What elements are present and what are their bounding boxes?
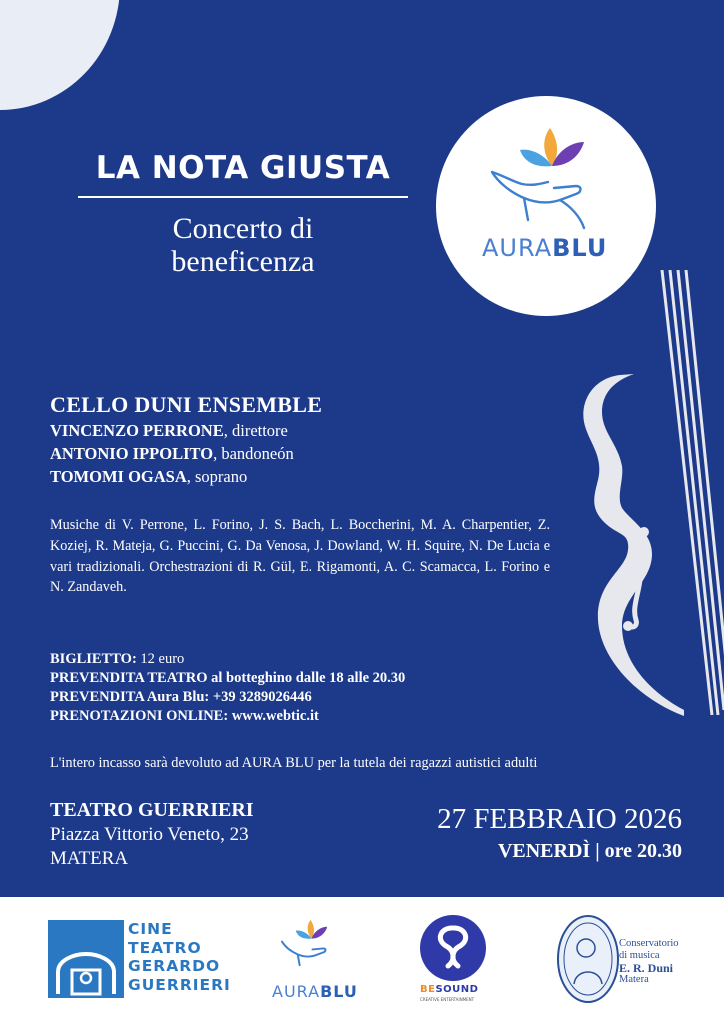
poster-title: LA NOTA GIUSTA <box>95 150 391 186</box>
performer-role: , direttore <box>223 421 288 440</box>
subtitle-line-1: Concerto di <box>172 212 314 245</box>
conservatorio-seal-icon <box>556 914 620 1004</box>
blu-text: BLU <box>320 982 358 1001</box>
presale-aura <box>50 689 312 706</box>
aura-text: AURA <box>272 982 321 1001</box>
venue-city: MATERA <box>50 848 129 869</box>
event-date: 27 FEBBRAIO 2026 <box>437 803 682 835</box>
venue-address: Piazza Vittorio Veneto, 23 <box>50 824 249 845</box>
cello-illustration <box>560 270 724 730</box>
cons-line-4: Matera <box>619 974 649 985</box>
performer-role: , bandoneón <box>213 444 294 463</box>
ticket-label: BIGLIETTO: <box>50 651 137 667</box>
ensemble-name: CELLO DUNI ENSEMBLE <box>50 392 323 417</box>
performer-3 <box>50 467 247 487</box>
cine-teatro-logo-icon <box>48 920 124 998</box>
event-time: VENERDÌ | ore 20.30 <box>497 840 682 862</box>
hand-lotus-icon <box>484 124 614 234</box>
cons-line-1: Conservatorio <box>619 938 679 949</box>
venue-name: TEATRO GUERRIERI <box>50 799 254 821</box>
conservatorio-name <box>619 938 679 986</box>
subtitle-line-2: beneficenza <box>171 245 315 278</box>
besound-sound: SOUND <box>435 984 479 995</box>
ticket-label: PRENOTAZIONI ONLINE: <box>50 708 229 724</box>
ticket-price <box>50 651 184 668</box>
performer-name: VINCENZO PERRONE <box>50 421 224 440</box>
donation-note: L'intero incasso sarà devoluto ad AURA BLU per la tutela dei ragazzi autistici adulti <box>50 755 538 771</box>
cons-line-2: di musica <box>619 950 660 961</box>
ticket-label: PREVENDITA TEATRO <box>50 670 208 686</box>
poster-subtitle <box>78 212 408 278</box>
decorative-circle <box>0 0 120 110</box>
cine-line-1: CINE <box>128 920 173 938</box>
ticket-value: www.webtic.it <box>228 708 319 724</box>
aura-blu-wordmark <box>482 234 607 262</box>
cons-line-3: E. R. Duni <box>619 961 674 975</box>
besound-wordmark <box>420 984 478 995</box>
aura-text: AURA <box>482 234 553 262</box>
footer-aura-blu-icon <box>278 914 342 976</box>
performer-name: TOMOMI OGASA <box>50 467 187 486</box>
performer-name: ANTONIO IPPOLITO <box>50 444 214 463</box>
ticket-value: Aura Blu: +39 3289026446 <box>144 689 312 705</box>
program-text: Musiche di V. Perrone, L. Forino, J. S. Bach, L. Boccherini, M. A. Charpentier, Z. Koziej, R. Mateja, G. Puccini, G. Da Venosa, J. Dowland, W. H. Squire, N. De Lucia e vari tradizionali. Orchestrazioni di R. Gül, E. Rigamonti, A. C. Scamacca, L. Forino e N. Zandaveh. <box>50 517 550 596</box>
besound-logo-icon <box>418 914 488 982</box>
besound-tagline: CREATIVE ENTERTAINMENT <box>420 997 475 1002</box>
performer-role: , soprano <box>186 467 248 486</box>
presale-theatre <box>50 670 405 687</box>
ticket-value: 12 euro <box>136 651 185 667</box>
cine-line-4: GUERRIERI <box>128 975 231 994</box>
title-divider <box>78 196 408 198</box>
cine-line-3: GERARDO <box>128 957 221 975</box>
ticket-label: PREVENDITA <box>50 689 144 705</box>
cine-line-2: TEATRO <box>128 938 202 957</box>
ticket-value: al botteghino dalle 18 alle 20.30 <box>207 670 406 686</box>
performer-1 <box>50 421 288 441</box>
blu-text: BLU <box>552 234 608 262</box>
footer-aura-blu-wordmark <box>272 982 358 1001</box>
performer-2 <box>50 444 294 464</box>
besound-be: BE <box>420 984 436 995</box>
cine-teatro-name <box>128 920 231 994</box>
online-booking <box>50 708 319 725</box>
